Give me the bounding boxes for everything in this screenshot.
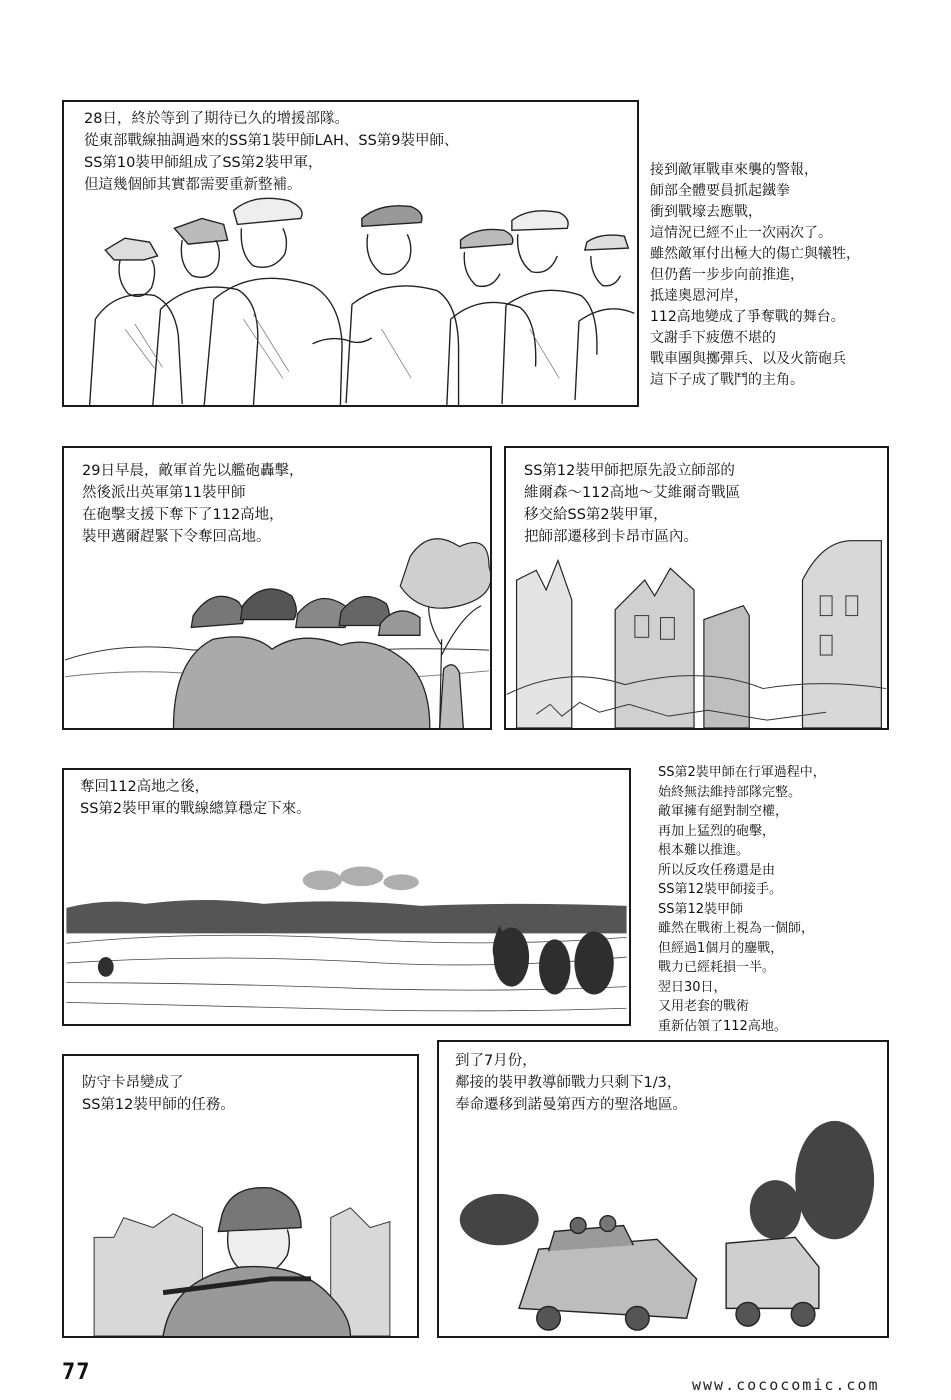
caption-line: 奪回112高地之後， [80,779,210,795]
side-text-block-2 [658,763,826,1036]
page-number: 77 [62,1360,91,1385]
side-text-line: 抵達奧恩河岸， [650,288,748,304]
caption-line: 然後派出英軍第11裝甲師 [82,485,246,501]
side-text-line: SS第2裝甲師在行軍過程中， [658,765,826,780]
side-text-line: 雖然在戰術上視為一個師， [658,921,815,936]
side-text-line: 這情況已經不止一次兩次了。 [650,225,832,241]
side-text-line: 始終無法維持部隊完整。 [658,784,802,800]
side-text-line: 文謝手下疲憊不堪的 [650,330,776,346]
side-text-line: 又用老套的戰術 [658,999,750,1014]
side-text-block-1 [650,160,860,391]
side-text-line: 再加上猛烈的砲擊， [658,823,776,839]
side-text-line: SS第12裝甲師接手。 [658,882,783,897]
caption-line: 到了7月份， [455,1053,537,1069]
caption-line: SS第12裝甲師把原先設立師部的 [524,463,735,479]
panel1-caption [84,108,459,196]
side-text-line: 112高地變成了爭奪戰的舞台。 [650,309,845,325]
panel-landscape [62,768,631,1026]
side-text-line: 雖然敵軍付出極大的傷亡與犧牲， [650,246,860,262]
caption-line: 把師部遷移到卡昂市區內。 [524,529,698,545]
panel-officers-handshake [62,100,639,407]
caption-line: 28日，終於等到了期待已久的增援部隊。 [84,111,349,127]
caption-line: 奉命遷移到諾曼第西方的聖洛地區。 [455,1097,687,1113]
side-text-line: 戰車團與擲彈兵、以及火箭砲兵 [650,351,846,367]
side-text-line: 所以反攻任務還是由 [658,862,776,878]
side-text-line: 但仍舊一步步向前推進， [650,267,804,283]
panel-caen-defense [62,1054,419,1338]
side-text-line: 敵軍擁有絕對制空權， [658,804,789,819]
side-text-line: SS第12裝甲師 [658,901,744,917]
side-text-line: 戰力已經耗損一半。 [658,960,776,975]
panel-ruined-town [504,446,889,730]
panel6-caption [455,1050,687,1116]
caption-line: 移交給SS第2裝甲軍， [524,507,668,523]
caption-line: 鄰接的裝甲教導師戰力只剩下1/3， [455,1075,682,1091]
side-text-line: 這下子成了戰鬥的主角。 [650,372,804,388]
panel2-caption [82,460,303,548]
caption-line: SS第10裝甲師組成了SS第2裝甲軍， [84,155,323,171]
side-text-line: 重新佔領了112高地。 [658,1018,787,1034]
caption-line: 維爾森～112高地～艾維爾奇戰區 [524,485,741,501]
panel3-caption [524,460,740,548]
caption-line: 但這幾個師其實都需要重新整補。 [84,177,302,193]
panel5-caption [82,1072,235,1116]
caption-line: SS第2裝甲軍的戰線總算穩定下來。 [80,801,311,817]
side-text-line: 但經過1個月的鏖戰， [658,940,784,956]
caption-line: 裝甲邁爾趕緊下令奪回高地。 [82,529,271,545]
caption-line: SS第12裝甲師的任務。 [82,1097,235,1113]
side-text-line: 接到敵軍戰車來襲的警報， [650,162,818,178]
side-text-line: 根本難以推進。 [658,843,750,858]
side-text-line: 師部全體要員抓起鐵拳 [650,183,790,199]
panel-panzer-lehr-moves [437,1040,889,1338]
side-text-line: 翌日30日， [658,979,727,995]
side-text-line: 衝到戰壕去應戰， [650,204,762,220]
panel-soldiers-advance [62,446,492,730]
caption-line: 在砲擊支援下奪下了112高地， [82,507,284,523]
caption-line: 從東部戰線抽調過來的SS第1裝甲師LAH、SS第9裝甲師、 [84,133,459,149]
caption-line: 29日早晨，敵軍首先以艦砲轟擊， [82,463,304,479]
caption-line: 防守卡昂變成了 [82,1075,184,1091]
panel4-caption [80,776,311,820]
site-watermark: www.cococomic.com [692,1376,880,1394]
